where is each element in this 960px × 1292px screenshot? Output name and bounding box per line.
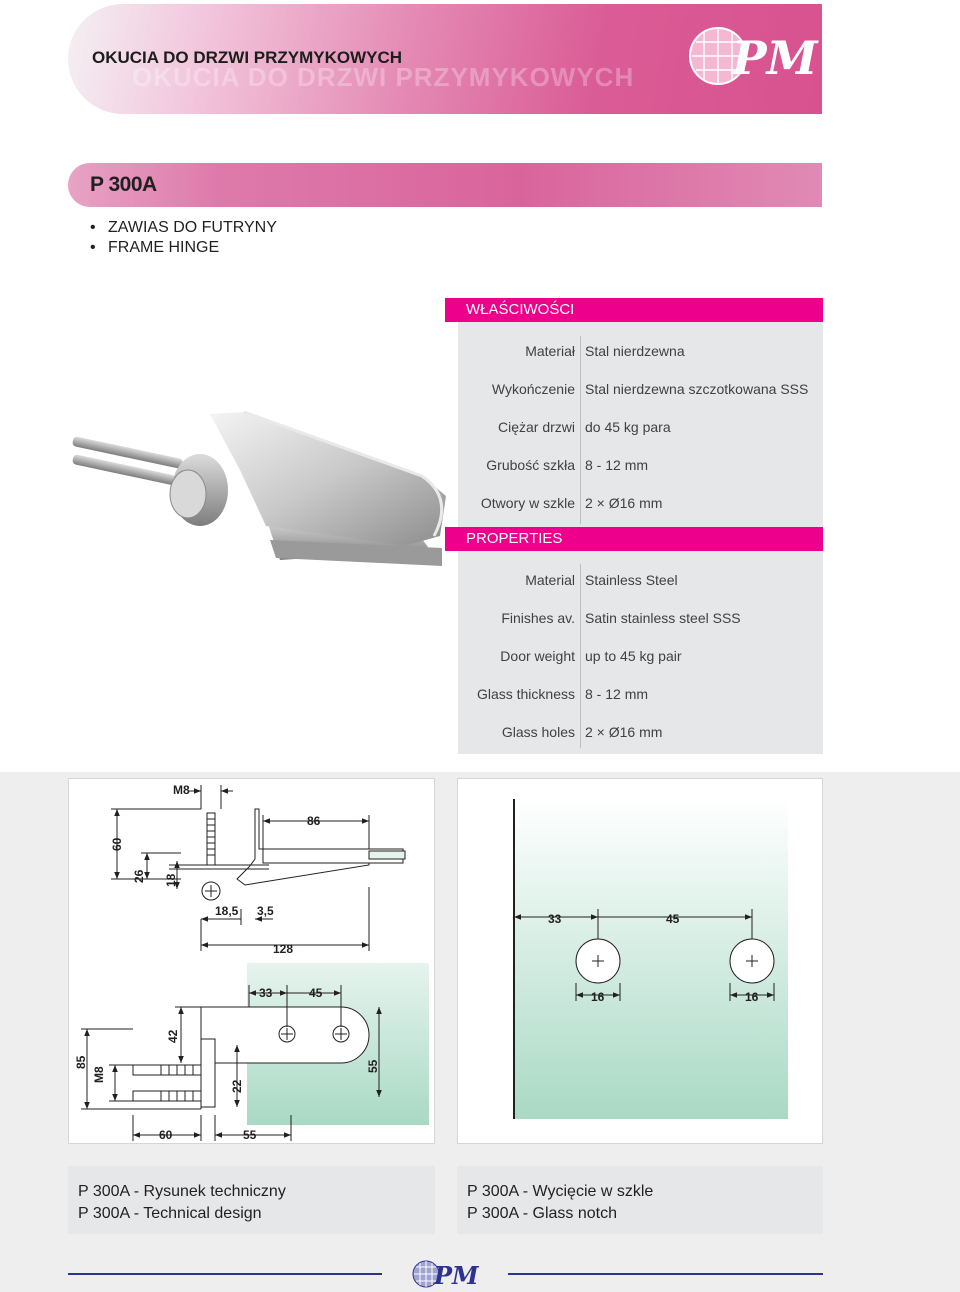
- property-value: 2 × Ø16 mm: [585, 724, 663, 740]
- page-title: OKUCIA DO DRZWI PRZYMYKOWYCH: [92, 48, 403, 67]
- footer-logo: [408, 1254, 488, 1290]
- caption-line: P 300A - Glass notch: [467, 1205, 618, 1222]
- property-label: Materiał: [525, 343, 575, 359]
- product-code: P 300A: [90, 173, 157, 196]
- property-value: 2 × Ø16 mm: [585, 495, 663, 511]
- dim-label: 22: [230, 1079, 244, 1093]
- caption-line: P 300A - Wycięcie w szkle: [467, 1183, 654, 1200]
- dim-label: 16: [591, 990, 605, 1004]
- product-bullets: [90, 218, 277, 258]
- properties-en-heading: PROPERTIES: [445, 527, 823, 551]
- glass-notch-drawing: [458, 779, 822, 1143]
- dim-label: 45: [309, 986, 323, 1000]
- property-row: [458, 712, 823, 750]
- property-value: 8 - 12 mm: [585, 457, 649, 473]
- property-row: [458, 636, 823, 674]
- property-label: Material: [525, 572, 575, 588]
- footer-line-left: [68, 1273, 382, 1275]
- dim-label: 128: [273, 942, 294, 956]
- property-row: [458, 445, 823, 483]
- dim-label: 18,5: [215, 904, 239, 918]
- caption-glass-notch: [457, 1166, 823, 1234]
- property-value: do 45 kg para: [585, 419, 671, 435]
- logo-text: PM: [732, 31, 818, 85]
- dim-label: 33: [259, 986, 273, 1000]
- product-bar: [68, 163, 822, 207]
- property-label: Otwory w szkle: [480, 495, 575, 511]
- dim-label: M8: [92, 1066, 106, 1083]
- technical-drawing-card: [68, 778, 435, 1144]
- footer-logo-text: PM: [434, 1261, 479, 1290]
- dim-label: 42: [166, 1029, 180, 1043]
- property-label: Ciężar drzwi: [497, 419, 575, 435]
- property-row: [458, 369, 823, 407]
- property-label: Wykończenie: [491, 381, 575, 397]
- dim-label: 45: [666, 912, 680, 926]
- dim-label: 18: [164, 873, 178, 887]
- header-title-shadow: OKUCIA DO DRZWI PRZYMYKOWYCH: [132, 62, 635, 92]
- dim-label: 55: [243, 1128, 257, 1142]
- dim-label: 3,5: [257, 904, 274, 918]
- bullet-item: • FRAME HINGE: [90, 238, 277, 258]
- property-label: Grubość szkła: [486, 457, 575, 473]
- property-label: Glass thickness: [476, 686, 575, 702]
- dim-label: 55: [366, 1059, 380, 1073]
- dim-label: 33: [548, 912, 562, 926]
- property-value: Satin stainless steel SSS: [585, 610, 741, 626]
- property-row: [458, 407, 823, 445]
- property-value: up to 45 kg pair: [585, 648, 682, 664]
- properties-pl-heading: WŁAŚCIWOŚCI: [445, 298, 823, 322]
- caption-line: P 300A - Rysunek techniczny: [78, 1183, 286, 1200]
- caption-technical: [68, 1166, 435, 1234]
- property-row: [458, 598, 823, 636]
- glass-notch-card: [457, 778, 823, 1144]
- bullet-item: • ZAWIAS DO FUTRYNY: [90, 218, 277, 238]
- dim-label: 16: [745, 990, 759, 1004]
- property-value: 8 - 12 mm: [585, 686, 649, 702]
- property-row: [458, 674, 823, 712]
- property-label: Door weight: [500, 648, 575, 664]
- property-value: Stainless Steel: [585, 572, 678, 588]
- dim-label: 86: [307, 814, 321, 828]
- dim-label: 85: [74, 1055, 88, 1069]
- technical-drawing: [69, 779, 434, 1143]
- footer-line-right: [508, 1273, 823, 1275]
- property-row: [458, 483, 823, 521]
- property-value: Stal nierdzewna: [585, 343, 685, 359]
- hinge-photo: [70, 410, 460, 590]
- caption-line: P 300A - Technical design: [78, 1205, 262, 1222]
- dim-label: 60: [159, 1128, 173, 1142]
- property-label: Finishes av.: [501, 610, 575, 626]
- pm-logo: [682, 18, 822, 94]
- dim-label: 60: [110, 837, 124, 851]
- property-row: [458, 560, 823, 598]
- property-row: [458, 331, 823, 369]
- dim-label: M8: [173, 783, 190, 797]
- dim-label: 26: [132, 869, 146, 883]
- property-label: Glass holes: [501, 724, 575, 740]
- property-value: Stal nierdzewna szczotkowana SSS: [585, 381, 809, 397]
